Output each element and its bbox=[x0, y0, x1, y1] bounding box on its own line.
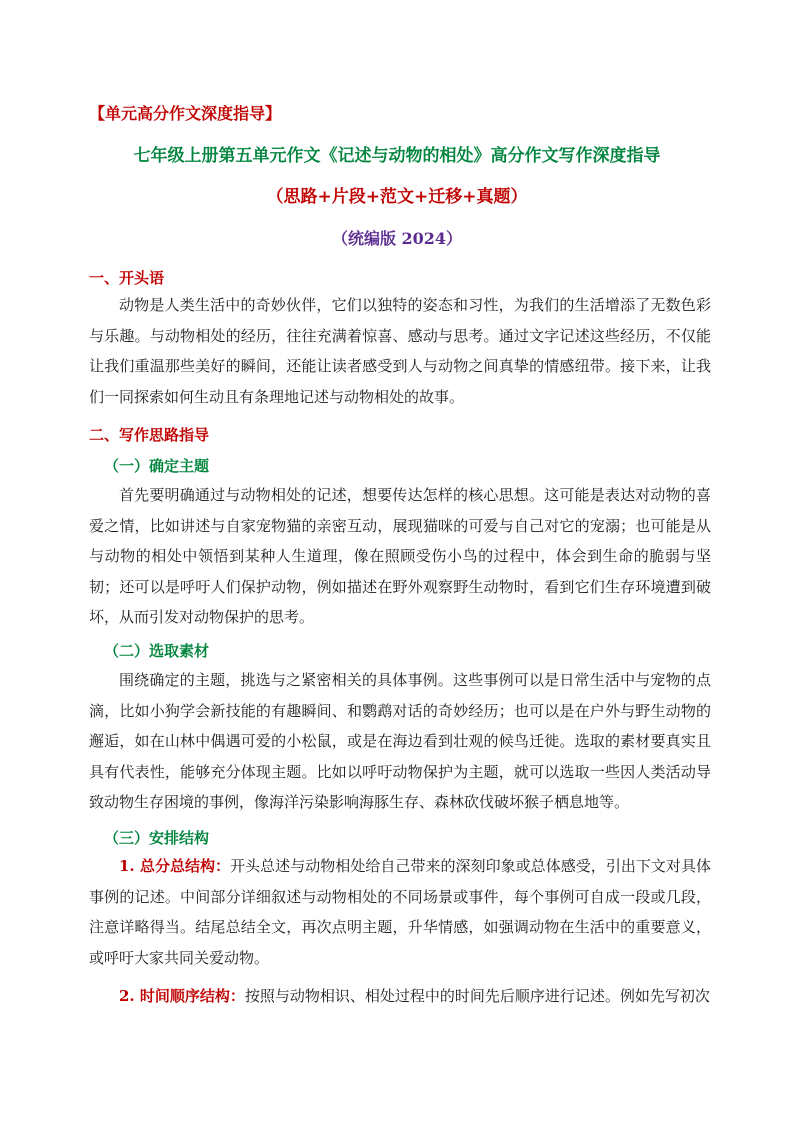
section-heading-writing-guide: 二、写作思路指导 bbox=[89, 426, 210, 444]
structure-item-1-lead: 1. 总分总结构： bbox=[119, 857, 231, 875]
material-paragraph: 围绕确定的主题，挑选与之紧密相关的具体事例。这些事例可以是日常生活中与宠物的点滴，比如小狗学会新技能的有趣瞬间、和鹦鹉对话的奇妙经历；也可以是在户外与野生动物的邂逅，如在山林中偶遇可爱的小松鼠，或是在海边看到壮观的候鸟迁徙。选取的素材要真实且具有代表性，能够充分体现主题。比如以呼吁动物保护为主题，就可以选取一些因人类活动导致动物生存困境的事例，像海洋污染影响海豚生存、森林砍伐破坏猴子栖息地等。 bbox=[89, 671, 711, 811]
main-title: 七年级上册第五单元作文《记述与动物的相处》高分作文写作深度指导 bbox=[133, 146, 661, 166]
subtitle: （思路+片段+范文+迁移+真题） bbox=[266, 187, 528, 207]
bracket-title: 【单元高分作文深度指导】 bbox=[89, 104, 282, 123]
theme-paragraph: 首先要明确通过与动物相处的记述，想要传达怎样的核心思想。这可能是表达对动物的喜爱之情，比如讲述与自家宠物猫的亲密互动，展现猫咪的可爱与自己对它的宠溺；也可能是从与动物的相处中领悟到某种人生道理，像在照顾受伤小鸟的过程中，体会到生命的脆弱与坚韧；还可以是呼吁人们保护动物，例如描述在野外观察野生动物时，看到它们生存环境遭到破坏，从而引发对动物保护的思考。 bbox=[89, 486, 711, 626]
structure-item-1-text: 开头总述与动物相处给自己带来的深刻印象或总体感受，引出下文对具体事例的记述。中间部分详细叙述与动物相处的不同场景或事件，每个事例可自成一段或几段，注意详略得当。结尾总结全文，再次点明主题，升华情感，如强调动物在生活中的重要意义，或呼吁大家共同关爱动物。 bbox=[89, 857, 711, 967]
subheading-theme: （一）确定主题 bbox=[104, 457, 210, 475]
opening-paragraph: 动物是人类生活中的奇妙伙伴，它们以独特的姿态和习性，为我们的生活增添了无数色彩与乐趣。与动物相处的经历，往往充满着惊喜、感动与思考。通过文字记述这些经历，不仅能让我们重温那些美好的瞬间，还能让读者感受到人与动物之间真挚的情感纽带。接下来，让我们一同探索如何生动且有条理地记述与动物相处的故事。 bbox=[89, 296, 711, 406]
structure-item-1 bbox=[89, 851, 711, 973]
edition-label: （统编版 2024） bbox=[331, 229, 463, 248]
section-heading-opening: 一、开头语 bbox=[89, 269, 165, 287]
structure-item-2-text: 按照与动物相识、相处过程中的时间先后顺序进行记述。例如先写初次 bbox=[244, 987, 710, 1005]
structure-item-2-lead: 2. 时间顺序结构： bbox=[119, 987, 245, 1005]
subheading-material: （二）选取素材 bbox=[104, 642, 210, 660]
subheading-structure: （三）安排结构 bbox=[104, 829, 210, 847]
structure-item-2 bbox=[89, 981, 711, 1012]
